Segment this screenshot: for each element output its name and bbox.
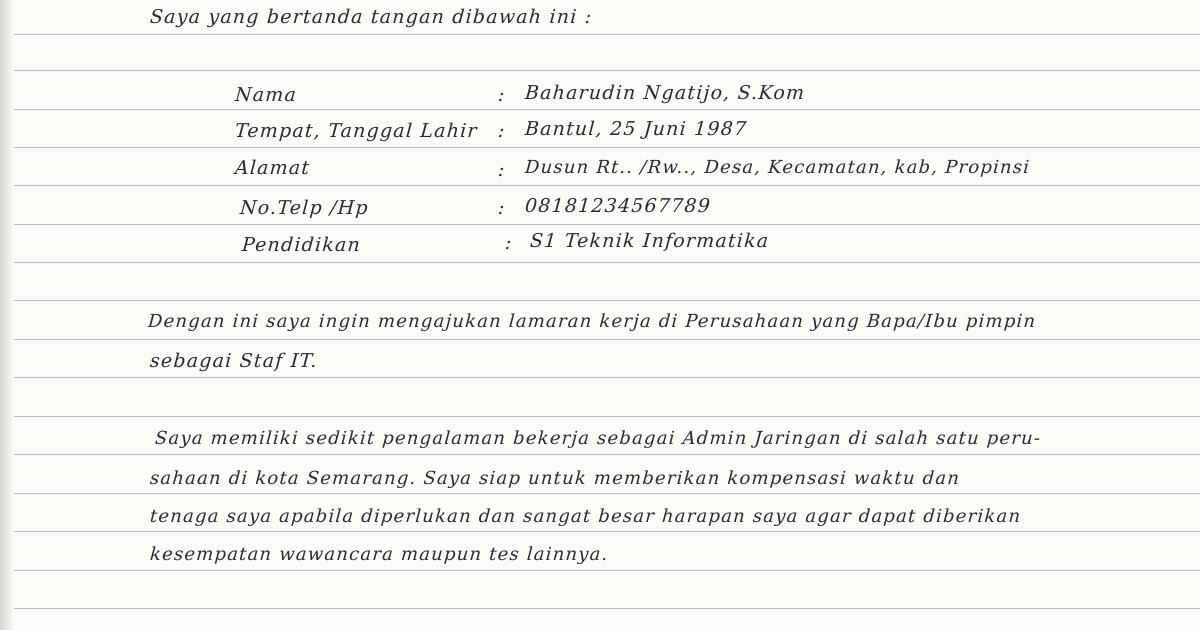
ruled-line [14,109,1200,110]
ruled-line [14,377,1200,378]
paragraph-2-line: Saya memiliki sedikit pengalaman bekerja sebagai Admin Jaringan di salah satu peru- [154,428,1042,449]
ruled-line [14,454,1200,455]
field-label-tempat-tanggal-lahir: Tempat, Tanggal Lahir [234,120,479,142]
ruled-line [14,416,1200,417]
ruled-line [14,300,1200,301]
ruled-line [14,262,1200,263]
field-value-pendidikan: S1 Teknik Informatika [529,230,771,252]
field-colon: : [497,84,507,106]
ruled-line [14,185,1200,186]
paragraph-2-line: sahaan di kota Semarang. Saya siap untuk memberikan kompensasi waktu dan [149,468,961,489]
field-label-pendidikan: Pendidikan [241,234,362,256]
ruled-line [14,608,1200,609]
ruled-line [14,570,1200,571]
field-value-alamat: Dusun Rt.. /Rw.., Desa, Kecamatan, kab, Propinsi [524,157,1031,178]
ruled-line [14,34,1200,35]
field-value-tempat-tanggal-lahir: Bantul, 25 Juni 1987 [524,118,749,140]
ruled-line [14,493,1200,494]
field-colon: : [504,232,514,254]
ruled-line [14,70,1200,71]
paragraph-1-line: Dengan ini saya ingin mengajukan lamaran kerja di Perusahaan yang Bapa/Ibu pimpin [147,311,1038,332]
paragraph-2-line: tenaga saya apabila diperlukan dan sangat besar harapan saya agar dapat diberikan [149,506,1022,527]
field-label-alamat: Alamat [234,157,312,179]
intro-line: Saya yang bertanda tangan dibawah ini : [149,6,594,28]
field-value-no-telp: 08181234567789 [524,195,712,217]
field-label-nama: Nama [234,84,298,106]
field-label-no-telp: No.Telp /Hp [239,197,370,219]
paragraph-2-line: kesempatan wawancara maupun tes lainnya. [149,544,610,565]
paragraph-1-line: sebagai Staf IT. [149,350,319,372]
ruled-line [14,224,1200,225]
field-colon: : [497,197,507,219]
ruled-line [14,531,1200,532]
field-colon: : [497,120,507,142]
field-colon: : [497,159,507,181]
ruled-line [14,339,1200,340]
paper-edge [0,0,14,630]
field-value-nama: Baharudin Ngatijo, S.Kom [524,82,807,104]
ruled-line [14,147,1200,148]
